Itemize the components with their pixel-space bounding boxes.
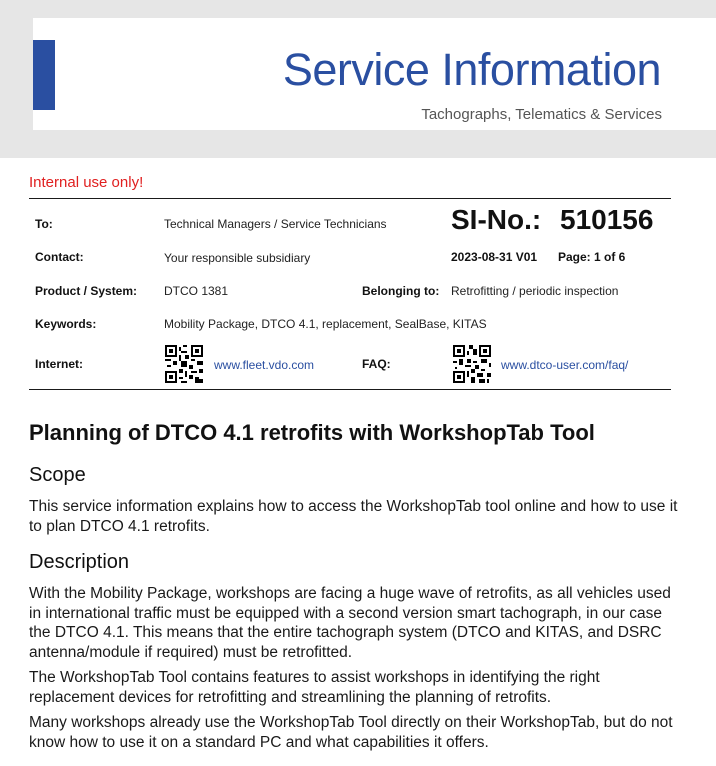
table-bottom-rule bbox=[29, 389, 671, 390]
product-value: DTCO 1381 bbox=[164, 284, 229, 298]
internet-qr-code-icon[interactable] bbox=[165, 345, 203, 383]
header-title: Service Information bbox=[282, 44, 661, 95]
description-paragraph-1: With the Mobility Package, workshops are facing a huge wave of retrofits, as all vehicles used in international traffic must be equipped with a second version smart tachograph, in our case the DTCO 4.1. This means that the entire tachograph system (DTCO and KITAS, and DSRC antenna/module if required) must be retrofitted. bbox=[29, 585, 671, 661]
brand-accent-block bbox=[33, 40, 55, 110]
header-subtitle: Tachographs, Telematics & Services bbox=[421, 106, 662, 123]
internal-use-notice: Internal use only! bbox=[29, 174, 144, 191]
product-label: Product / System: bbox=[35, 284, 138, 298]
to-value: Technical Managers / Service Technicians bbox=[164, 217, 387, 231]
description-paragraph-2: The WorkshopTab Tool contains features to assist workshops in identifying the right replacement devices for retrofitting and streamlining the planning of retrofits. bbox=[29, 669, 600, 706]
scope-heading: Scope bbox=[29, 464, 86, 486]
to-label: To: bbox=[35, 217, 53, 231]
document-title: Planning of DTCO 4.1 retrofits with WorkshopTab Tool bbox=[29, 420, 595, 445]
si-label: SI-No.: bbox=[451, 204, 542, 235]
keywords-value: Mobility Package, DTCO 4.1, replacement, SealBase, KITAS bbox=[164, 317, 487, 331]
header-band-left bbox=[0, 18, 33, 130]
page-indicator: Page: 1 of 6 bbox=[558, 250, 626, 264]
contact-label: Contact: bbox=[35, 250, 84, 264]
description-heading: Description bbox=[29, 551, 130, 573]
keywords-label: Keywords: bbox=[35, 317, 97, 331]
table-top-rule bbox=[29, 198, 671, 199]
description-paragraph-3: Many workshops already use the WorkshopTab Tool directly on their WorkshopTab, but do not know how to use it on a standard PC and what capabilities it offers. bbox=[29, 714, 673, 751]
faq-label: FAQ: bbox=[362, 357, 391, 371]
header-band-top bbox=[0, 0, 716, 18]
internet-link[interactable]: www.fleet.vdo.com bbox=[214, 358, 315, 372]
si-number: 510156 bbox=[560, 204, 654, 235]
header-band-bottom bbox=[0, 130, 716, 158]
scope-text: This service information explains how to access the WorkshopTab tool online and how to use it to plan DTCO 4.1 retrofits. bbox=[29, 498, 678, 535]
belonging-label: Belonging to: bbox=[362, 284, 440, 298]
date-version: 2023-08-31 V01 bbox=[451, 250, 538, 264]
faq-link[interactable]: www.dtco-user.com/faq/ bbox=[501, 358, 629, 372]
internet-label: Internet: bbox=[35, 357, 83, 371]
contact-value: Your responsible subsidiary bbox=[164, 251, 311, 265]
belonging-value: Retrofitting / periodic inspection bbox=[451, 284, 619, 298]
faq-qr-code-icon[interactable] bbox=[453, 345, 491, 383]
